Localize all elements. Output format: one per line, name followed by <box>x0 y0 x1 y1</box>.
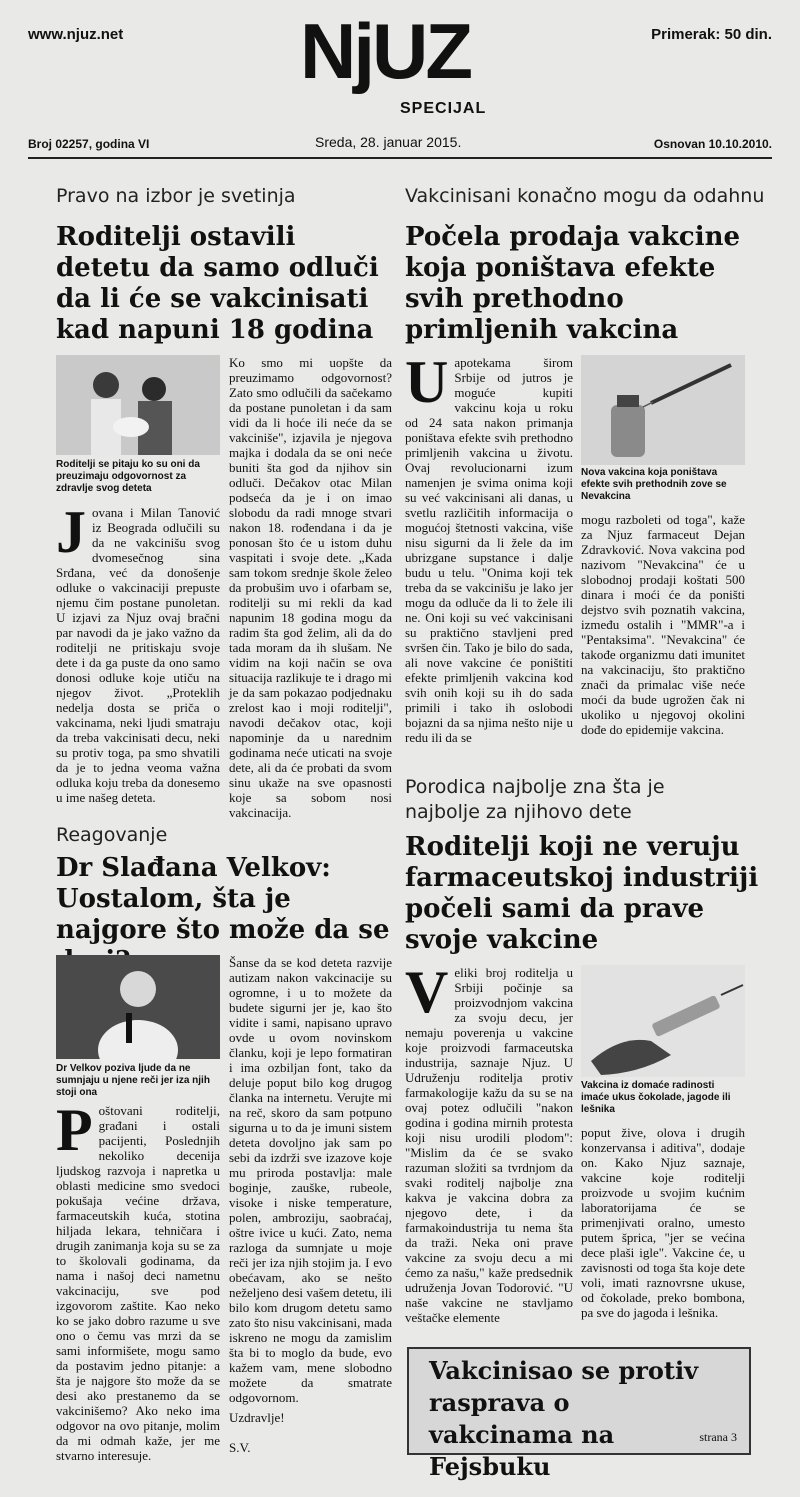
article2-column-1 <box>405 349 573 767</box>
family-photo-icon <box>56 355 220 455</box>
article3-kicker: Reagovanje <box>56 824 168 846</box>
article4-column-2: poput žive, olova i drugih konzervansa i aditiva", dodaje on. Kako Njuz saznaje, vakcine koje roditelji proizvode u svojim kućnim laboratorijama će se primenjivati oralno, umesto putem šprica, "jer se većina dece plaši igle". Vakcine će, u zavisnosti od toga šta koje dete voli, imati raznovrsne ukuse, od čokolade, preko bombona, pa sve do jagoda i lešnika. <box>581 1125 745 1320</box>
vaccine-vial-icon <box>581 355 745 465</box>
masthead-divider <box>28 157 772 159</box>
article4-column-1 <box>405 959 573 1335</box>
article3-headline[interactable]: Dr Slađana Velkov: Uostalom, šta je najgore što može da se <box>56 853 390 945</box>
article2-photo <box>581 355 745 465</box>
article3-caption: Dr Velkov poziva ljude da ne sumnjaju u njene reči jer iza njih stoji ona <box>56 1063 210 1098</box>
article4-kicker: Porodica najbolje zna šta je najbolje za njihovo dete <box>405 776 665 823</box>
article1-column-1 <box>56 499 220 815</box>
syringe-icon <box>581 965 745 1077</box>
article3-signature: S.V. <box>229 1440 251 1455</box>
article1-dropcap: J <box>56 499 86 565</box>
article4-caption: Vakcina iz domaće radinosti imaće ukus čokolade, jagode ili lešnika <box>581 1080 731 1115</box>
article3-closing: Uzdravlje! <box>229 1410 285 1425</box>
article3-column-2: Šanse da se kod deteta razvije autizam nakon vakcinacije su ogromne, i u to možete da budete sigurni jer je, kao što vidite i sami, napisano upravo ovde u ovom novinskom članku, koji je lepo formatiran i ima ozbiljan font, tako da deluje poput bilo kog drugog članka na internetu. Verujte mi na reč, skoro da sam potpuno sigurna u to da je imuni sistem deteta dovoljno jak sam po sebi da izdrži sve izazove koje mu priroda postavlja: male boginje, zauške, rubeole, visoke i niske temperature, polen, ambroziju, saobraćaj, oštre ivice u kući. Zato, nema razloga da sumnjate u moje reči jer iza njih stojim ja. I evo obećavam, ako se nešto neželjeno desi vašem detetu, ili bilo kom drugom detetu samo zato što nisu vakcinisani, mada iskreno ne mogu da zamislim šta bi to moglo da bude, evo kažem vam, mene slobodno možete da smatrate odgovornom. <box>229 955 392 1405</box>
article2-column-2: mogu razboleti od toga", kaže za Njuz farmaceut Dejan Zdravković. Nova vakcina pod nazivom "Nevakcina" će u slobodnoj prodaji koštati 500 dinara i moći će da poništi dejstvo svih poznatih vakcina, između ostalih i "MMR"-a i "Pentaksima". "Nevakcina" će takođe organizmu dati imunitet na vakcinaciju, što praktično znači da primalac više neće moći da bude ugrožen čak ni ukoliko u njegovoj okolini dođe do epidemije vakcina. <box>581 512 745 737</box>
article4-photo <box>581 965 745 1077</box>
page-reference: strana 3 <box>699 1430 737 1444</box>
article2-headline[interactable]: Počela prodaja vakcine koja poništava efekte svih prethodno primljenih vakcina <box>405 222 741 345</box>
article3-dropcap: P <box>56 1097 93 1163</box>
speaker-photo-icon <box>56 955 220 1059</box>
site-url[interactable]: www.njuz.net <box>28 26 124 43</box>
article2-dropcap: U <box>405 349 449 415</box>
issue-date: Sreda, 28. januar 2015. <box>315 134 462 150</box>
article4-dropcap: V <box>405 959 449 1025</box>
article1-column-2: Ko smo mi uopšte da preuzimamo odgovornost? Zato smo odlučili da sačekamo da postane punoletan i da sam vidi da li hoće ili neće da se vakciniše", izjavila je njegova majka i dodala da se oni neće buniti šta god da njihov sin odluči. Dečakov otac Milan podseća da je i on imao slobodu da radi mnoge stvari nakon 18. rođendana i da je ponosan što će u istom duhu vaspitati i svoje dete. „Kada sam tokom srednje škole želeo da probušim uvo i ofarbam se, roditelji su mi rekli da kad napunim 18 godina mogu da radim šta god želim, ali da do tada moram da ih slušam. Ne vidim na koji način se ova situacija razlikuje te i drago mi je da sam pokazao podjednaku zrelost kao i moji roditelji", navodi dečakov otac, koji napominje da u narednim godinama neće uticati na svoje dete, ali da će probati da svom sinu ukaže na sve opasnosti koje sa sobom nosi vakcinacija. <box>229 355 392 820</box>
article1-headline[interactable]: Roditelji ostavili detetu da samo odluči da li će se vakcinisati kad napuni 18 godina <box>56 222 379 345</box>
article1-photo <box>56 355 220 455</box>
promo-box[interactable] <box>407 1347 751 1481</box>
promo-text[interactable]: Vakcinisao se protiv rasprava o vakcinama na Fejsbuku <box>429 1356 699 1481</box>
article1-kicker: Pravo na izbor je svetinja <box>56 185 296 207</box>
article1-caption: Roditelji se pitaju ko su oni da preuzimaju odgovornost za zdravlje svog deteta <box>56 459 200 494</box>
article4-text-1: eliki broj roditelja u Srbiji počinje sa proizvodnjom vakcina za svoju decu, jer nemaju poverenja u vakcine koje proizvodi farmaceutska industrija, saznaje Njuz. U Udruženju roditelja protiv farmakologije kažu da su se na ovaj potez odlučili "nakon godina i godina mirnih protesta koji nisu urodili plodom": "Mislim da će se svako razuman složiti sa tvrdnjom da svaki roditelj najbolje zna kakva je vakcina dobra za njegovo dete, i da farmakoindustrija tu nema šta da traži. Neka oni prave vakcine za svoju decu a mi ćemo za našu," kaže predsednik udruženja Jovan Todorović. "U naše vakcine ne stavljamo veštačke elemente <box>405 965 573 1325</box>
article2-caption: Nova vakcina koja poništava efekte svih prethodnih zove se Nevakcina <box>581 467 727 502</box>
article4-headline[interactable]: Roditelji koji ne veruju farmaceutskoj industriji počeli sami da prave svoje vakcine <box>405 832 759 955</box>
article3-column-1 <box>56 1097 220 1463</box>
article2-text-1: apotekama širom Srbije od jutros je moguće kupiti vakcinu koja u roku od 24 sata nakon primanja poništava efekte svih prethodno primljenih vakcina u životu. Ovaj revolucionarni izum namenjen je svima onima koji su već vakcinisani ali danas, u svetlu različitih informacija o mogućoj štetnosti vakcina, više nisu sigurni da li žele da im ubrizgane supstance i dalje budu u telu. "Onima koji tek treba da se vakcinišu je lako jer mogu da odluče da li to žele ili ne. Oni koji su već vakcinisani su praktično stavljeni pred svršen čin. Tako je bilo do sada, ali nove vakcine će poništiti efekte primljenih vakcina kod svih onih koji su ih do sada primili i tako ih oslobodi bojazni da sa njima nešto nije u redu ili da se <box>405 355 573 745</box>
article3-text-1: oštovani roditelji, građani i ostali pacijenti, Poslednjih nekoliko decenija ljudskog razvoja i napretka u oblasti medicine smo svedoci pokušaja većine država, farmaceutskih kuća, stotina hiljada lekara, tehničara i drugih zanimanja koja su se za to školovali godinama, da nama i našoj deci nametnu vakcinaciju, sve pod izgovorom zaštite. Kao neko ko se jako dobro razume u sve ono o čemu vas mrzi da se sami informišete, mogu samo da postavim jedno pitanje: a šta je najgore što može da se desi ako prestanemo da se vakcinišemo? Ako neko ima odgovor na ovo pitanje, molim da mi odmah kaže, jer me stvarno interesuje. <box>56 1103 220 1463</box>
article1-text-1: ovana i Milan Tanović iz Beograda odlučili su da ne vakcinišu svog dvomesečnog sina Srđana, već da donošenje odluke o vakcinaciji prepuste njemu čim postane punoletan. U izjavi za Njuz ovaj bračni par navodi da je jako važno da roditelji ne pritiskaju svoje dete i da ga puste da ono samo donosi odluke koje utiču na njegov život. „Proteklih nedelja dosta se priča o vakcinama, neki ljudi smatraju da treba vakcinisati decu, neki su protiv toga, pa smo shvatili da je to jedna veoma važna odluka koju treba da donesemo u ime našeg deteta. <box>56 505 220 805</box>
founded-date: Osnovan 10.10.2010. <box>653 137 772 151</box>
newspaper-logo: NjUZ <box>300 7 470 95</box>
issue-number: Broj 02257, godina VI <box>28 137 150 151</box>
article3-photo <box>56 955 220 1059</box>
logo-subtitle: SPECIJAL <box>400 100 487 117</box>
article2-kicker: Vakcinisani konačno mogu da odahnu <box>405 185 765 207</box>
price-label: Primerak: 50 din. <box>651 26 772 43</box>
